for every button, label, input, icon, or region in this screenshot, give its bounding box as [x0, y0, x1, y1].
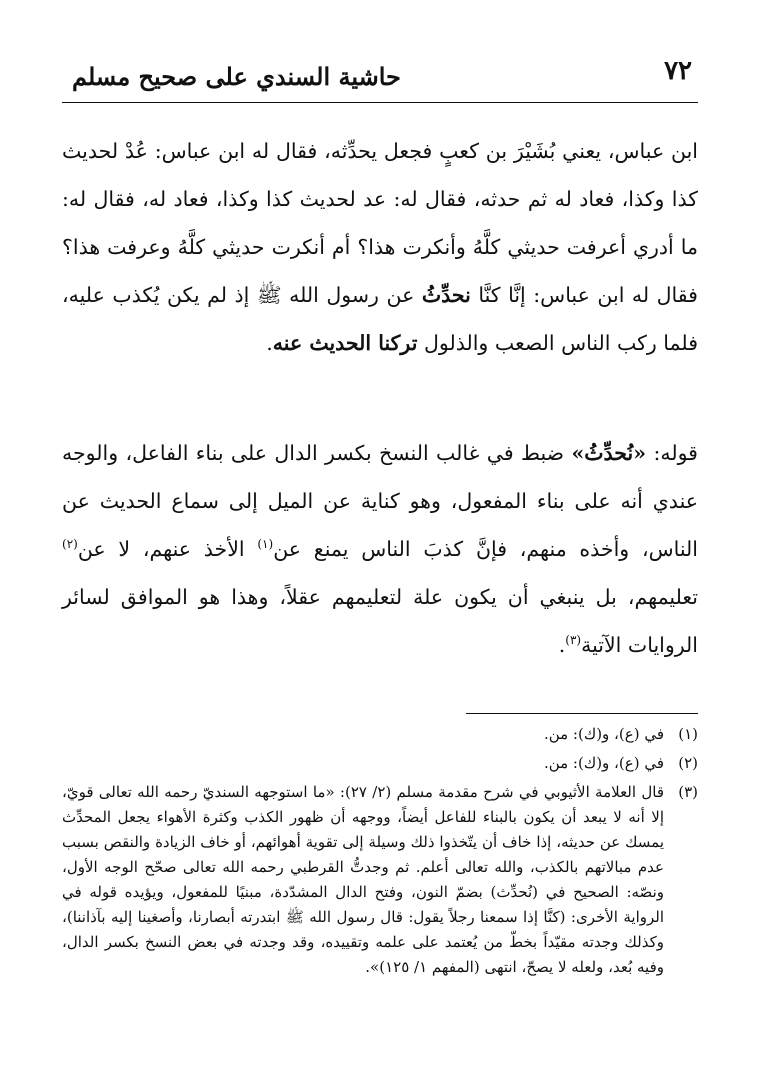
hadith-end: . — [266, 331, 273, 355]
footnote-text: قال العلامة الأثيوبي في شرح مقدمة مسلم (٢/ ٢٧): «ما استوجهه السنديّ رحمه الله تعالى قويّ، إلا أنه لا يبعد أن يكون بالبناء للفاعل أيضاً، ووجهه أن ظهور الكذب وكثرة الأهواء يجعل المحدِّث يمسك عن حديثه، إذا خاف أن يتّخذوا ذلك وسيلة إلى تقوية أهوائهم، أو خاف الزيادة والنقص بسبب عدم مبالاتهم بالكذب، والله تعالى أعلم. ثم وجدتُّ القرطبي رحمه الله تعالى صحّح الوجه الأول، ونصّه: الصحيح في (نُحدِّث) بضمّ النون، وفتح الدال المشدّدة، مبنيًا للمفعول، ويؤيده قوله في الرواية الأخرى: (كنَّا إذا سمعنا رجلاً يقول: قال رسول الله ﷺ ابتدرته أبصارنا، وأصغينا إليه بآذاننا)، وكذلك وجدته مقيّداً بخطّ من يُعتمد على علمه وتقييده، وقد وجدته في بعض النسخ بكسر الدال، وفيه بُعد، ولعله لا يصحّ، انتهى (المفهم ١/ ١٢٥)». — [62, 783, 664, 976]
commentary-intro: قوله: — [653, 441, 698, 465]
commentary-end: . — [558, 633, 566, 657]
footnote-text: في (ع)، و(ك): من. — [543, 725, 664, 743]
footnote-text: في (ع)، و(ك): من. — [543, 754, 664, 772]
hadith-bold-tarakna: تركنا الحديث عنه — [272, 331, 418, 355]
commentary-term: «نُحدِّثُ» — [571, 441, 647, 465]
page — [62, 50, 698, 1050]
footnote-2 — [62, 751, 698, 776]
footnote-number: (١) — [678, 725, 698, 743]
footnote-number: (٣) — [678, 783, 698, 801]
commentary-text — [62, 429, 698, 669]
footnote-divider — [466, 713, 698, 714]
footnote-ref-1[interactable]: (١) — [257, 537, 274, 552]
footnotes — [62, 722, 698, 980]
footnote-ref-3[interactable]: (٣) — [565, 633, 582, 648]
page-number: ٧٢ — [664, 56, 692, 86]
hadith-text — [62, 127, 698, 367]
footnote-1 — [62, 722, 698, 747]
commentary-text2: الأخذ عنهم، لا عن — [77, 537, 245, 561]
page-header — [62, 50, 698, 103]
commentary-text3: تعليمهم، بل ينبغي أن يكون علة لتعليمهم عقلاً، وهذا هو الموافق لسائر الروايات الآتية — [62, 585, 698, 657]
hadith-bold-nuhaddith: نحدِّثُ — [421, 283, 471, 307]
running-title: حاشية السندي على صحيح مسلم — [72, 62, 401, 91]
footnote-3 — [62, 780, 698, 980]
hadith-part1: ابن عباس، يعني بُشَيْرَ بن كعبٍ فجعل يحدِّثه، فقال له ابن عباس: عُدْ لحديث كذا وكذا، فعاد له ثم حدثه، فقال له: عد لحديث كذا وكذا، فعاد له، فقال له: ما أدري أعرفت حديثي كلَّهُ وأنكرت هذا؟ أم أنكرت حديثي كلَّهُ وعرفت هذا؟ فقال له ابن عباس: إنَّا كنَّا — [62, 139, 698, 307]
footnote-number: (٢) — [678, 754, 698, 772]
hadith-part2: عن رسول الله ﷺ إذ لم يكن يُكذب عليه، فلما ركب الناس الصعب والذلول — [62, 283, 698, 355]
commentary-text1: ضبط في غالب النسخ بكسر الدال على بناء الفاعل، والوجه عندي أنه على بناء المفعول، وهو كناية عن الميل إلى سماع الحديث عن الناس، وأخذه منهم، فإنَّ كذبَ الناس يمنع عن — [62, 441, 698, 561]
footnote-ref-2[interactable]: (٢) — [62, 537, 78, 552]
